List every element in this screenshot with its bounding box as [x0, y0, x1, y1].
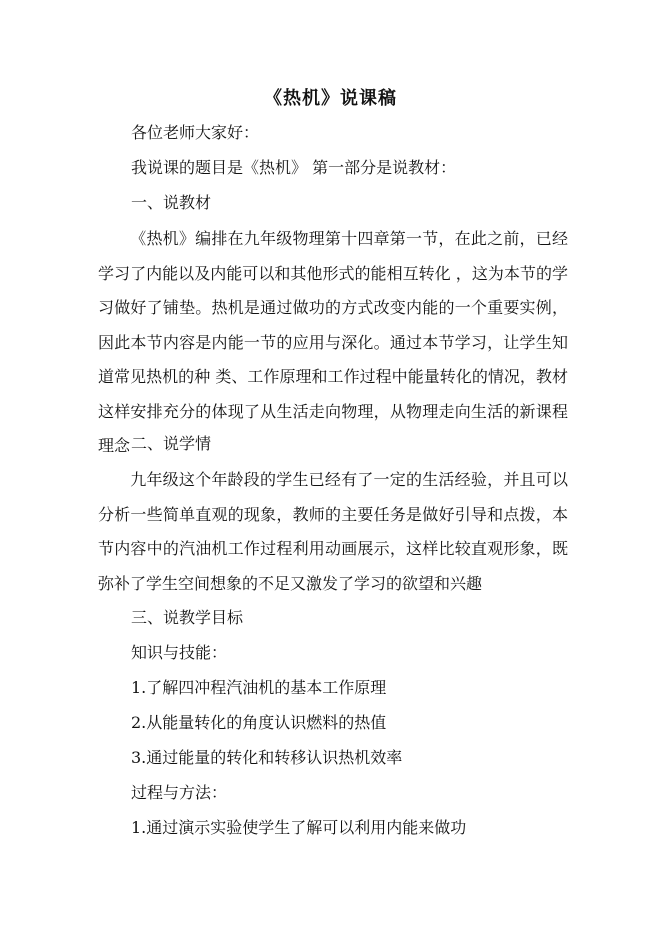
process-heading: 过程与方法：	[131, 783, 228, 802]
knowledge-item: 2.从能量转化的角度认识燃料的热值	[131, 713, 387, 732]
section2-heading: 二、说学情	[131, 434, 212, 453]
greeting-line: 各位老师大家好：	[131, 123, 260, 142]
section2-paragraph	[98, 463, 568, 601]
section3-heading: 三、说教学目标	[131, 608, 244, 627]
intro-line: 我说课的题目是《热机》 第一部分是说教材：	[131, 158, 457, 177]
section2-body-text: 九年级这个年龄段的学生已经有了一定的生活经验，并且可以分析一些简单直观的现象，教师的主要任务是做好引导和点拨，本节内容中的汽油机工作过程利用动画展示，这样比较直观形象，既弥补了学生空间想象的不足又激发了学习的欲望和兴趣	[98, 470, 568, 593]
process-item: 1.通过演示实验使学生了解可以利用内能来做功	[131, 818, 467, 837]
knowledge-item: 1.了解四冲程汽油机的基本工作原理	[131, 678, 387, 697]
section1-heading: 一、说教材	[131, 193, 212, 212]
document-title: 《热机》说课稿	[264, 88, 397, 109]
section1-body-text: 《热机》编排在九年级物理第十四章第一节，在此之前，已经学习了内能以及内能可以和其他形式的能相互转化 ，这为本节的学习做好了铺垫。热机是通过做功的方式改变内能的一个重要实例，因此本节内容是内能一节的应用与深化。通过本节学习，让学生知道常见热机的种 类、工作原理和工作过程中能量转化的情况，教材这样安排充分的体现了从生活走向物理，从物理走向生活的新课程理念	[98, 229, 568, 455]
section1-paragraph	[98, 222, 568, 464]
knowledge-heading: 知识与技能：	[131, 643, 228, 662]
knowledge-item: 3.通过能量的转化和转移认识热机效率	[131, 748, 403, 767]
